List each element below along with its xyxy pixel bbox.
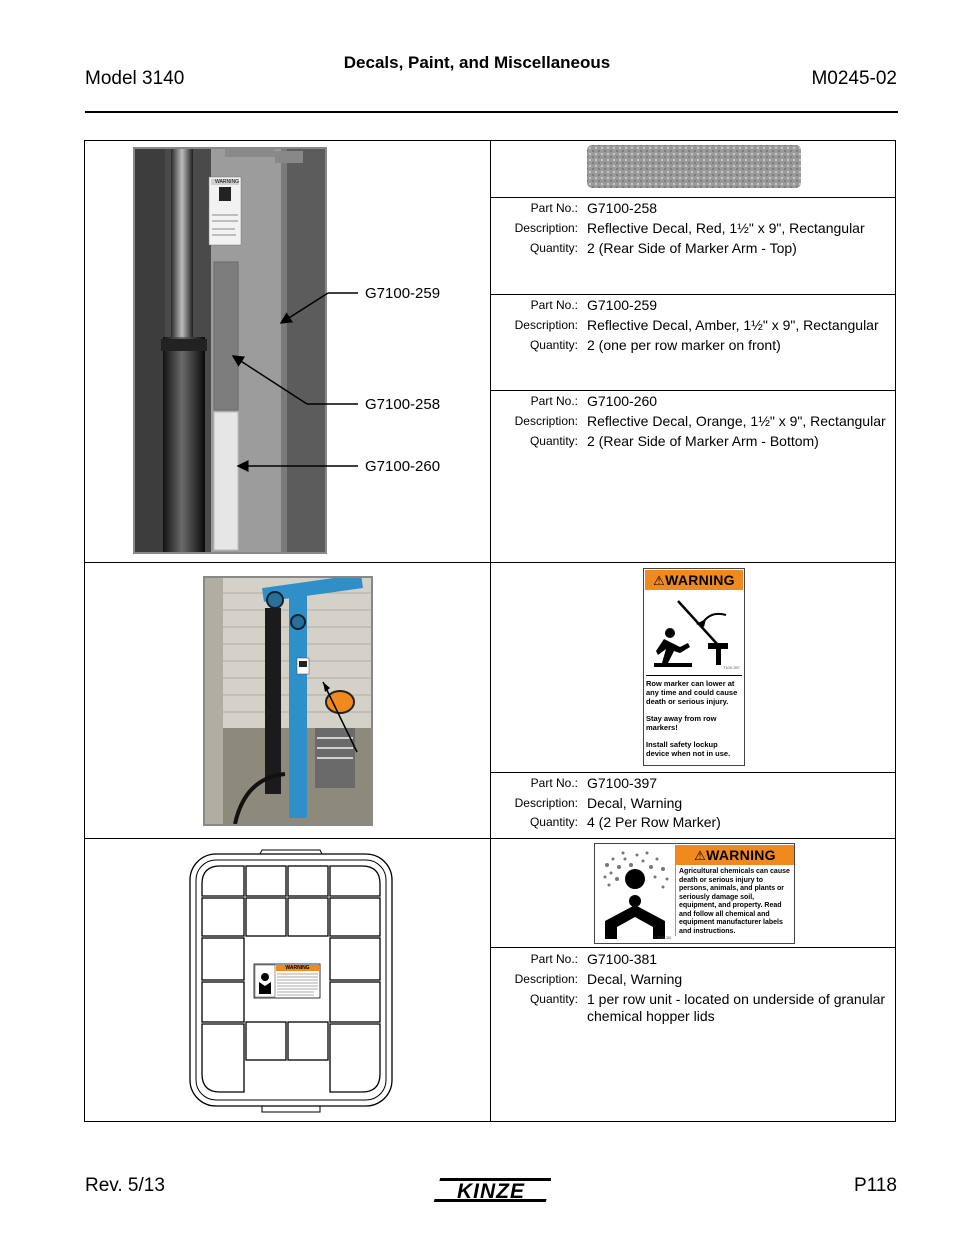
decal-code: 7100-381 <box>657 936 672 940</box>
section-divider <box>84 562 896 563</box>
warning-decal-g7100-397 <box>643 568 745 766</box>
quantity: 4 (2 Per Row Marker) <box>587 814 721 830</box>
marker-arm-decal-heading: WARNING <box>215 179 239 185</box>
kinze-logo-text: KINZE <box>457 1180 525 1203</box>
warning-text: Agricultural chemicals can cause death or serious injury to persons, animals, and plants or seriously damage soil, equipment, and property. Read and follow all chemical and equipment manufacturer labels and instructions. <box>679 868 790 935</box>
part-number: G7100-259 <box>587 297 658 313</box>
crush-hazard-icon <box>644 591 744 675</box>
quantity-label: Quantity: <box>529 434 578 448</box>
page-number: P118 <box>854 1175 897 1196</box>
warning-header <box>645 570 743 590</box>
callout-label-259: G7100-259 <box>365 285 441 302</box>
warning-heading: WARNING <box>665 572 735 588</box>
row-divider <box>490 294 896 295</box>
page-title: Decals, Paint, and Miscellaneous <box>343 53 611 72</box>
part-number: G7100-258 <box>587 200 658 216</box>
part-number-label: Part No.: <box>530 298 578 312</box>
row-divider <box>490 772 896 773</box>
quantity-label: Quantity: <box>529 992 578 1006</box>
description: Reflective Decal, Orange, 1½" x 9", Rectangular <box>587 413 886 429</box>
section-divider <box>84 838 896 839</box>
part-number-label: Part No.: <box>530 394 578 408</box>
marker-arm-illustration <box>135 149 325 552</box>
part-number-label: Part No.: <box>530 776 578 790</box>
part-number-label: Part No.: <box>530 952 578 966</box>
warning-header <box>676 845 794 865</box>
warning-triangle-icon: ⚠ <box>694 848 707 863</box>
decal-code: 7100-397 <box>723 665 740 670</box>
revision-label: Rev. 5/13 <box>85 1175 165 1196</box>
quantity-label: Quantity: <box>529 338 578 352</box>
description: Reflective Decal, Red, 1½" x 9", Rectangular <box>587 220 865 236</box>
description: Reflective Decal, Amber, 1½" x 9", Rectangular <box>587 317 879 333</box>
quantity: 2 (Rear Side of Marker Arm - Top) <box>587 240 797 256</box>
quantity: 2 (one per row marker on front) <box>587 337 781 353</box>
part-number: G7100-397 <box>587 775 658 791</box>
row-divider <box>490 947 896 948</box>
row-marker-illustration <box>205 578 371 824</box>
part-number: G7100-381 <box>587 951 658 967</box>
part-number: G7100-260 <box>587 393 658 409</box>
callout-label-258: G7100-258 <box>365 396 441 413</box>
hopper-decal-heading: WARNING <box>285 965 310 971</box>
hopper-lid-drawing <box>186 846 396 1114</box>
warning-line: Stay away from row markers! <box>646 714 717 732</box>
document-number: M0245-02 <box>811 68 897 89</box>
callout-label-260: G7100-260 <box>365 458 441 475</box>
part-number-label: Part No.: <box>530 201 578 215</box>
warning-decal-g7100-381 <box>594 843 795 944</box>
reflective-decal-sample <box>587 145 801 188</box>
description-label: Description: <box>514 221 578 235</box>
row-marker-photo <box>203 576 373 826</box>
warning-triangle-icon: ⚠ <box>653 573 666 588</box>
row-divider <box>490 390 896 391</box>
model-label: Model 3140 <box>85 68 185 89</box>
row-divider <box>490 197 896 198</box>
description-label: Description: <box>514 796 578 810</box>
warning-heading: WARNING <box>706 847 776 863</box>
description-label: Description: <box>514 972 578 986</box>
quantity-label: Quantity: <box>529 241 578 255</box>
warning-line: Install safety lockup device when not in use. <box>646 740 731 758</box>
kinze-logo <box>431 1175 551 1205</box>
kinze-logo-graphic <box>431 1175 551 1205</box>
quantity: 1 per row unit - located on underside of granular chemical hopper lids <box>587 991 886 1024</box>
description: Decal, Warning <box>587 795 683 811</box>
description-label: Description: <box>514 414 578 428</box>
description: Decal, Warning <box>587 971 683 987</box>
marker-arm-photo <box>133 147 327 554</box>
description-label: Description: <box>514 318 578 332</box>
warning-line: Row marker can lower at any time and could cause death or serious injury. <box>646 679 738 706</box>
chemical-hazard-icon <box>597 845 675 943</box>
quantity: 2 (Rear Side of Marker Arm - Bottom) <box>587 433 819 449</box>
header-rule <box>85 111 898 113</box>
quantity-label: Quantity: <box>529 815 578 829</box>
